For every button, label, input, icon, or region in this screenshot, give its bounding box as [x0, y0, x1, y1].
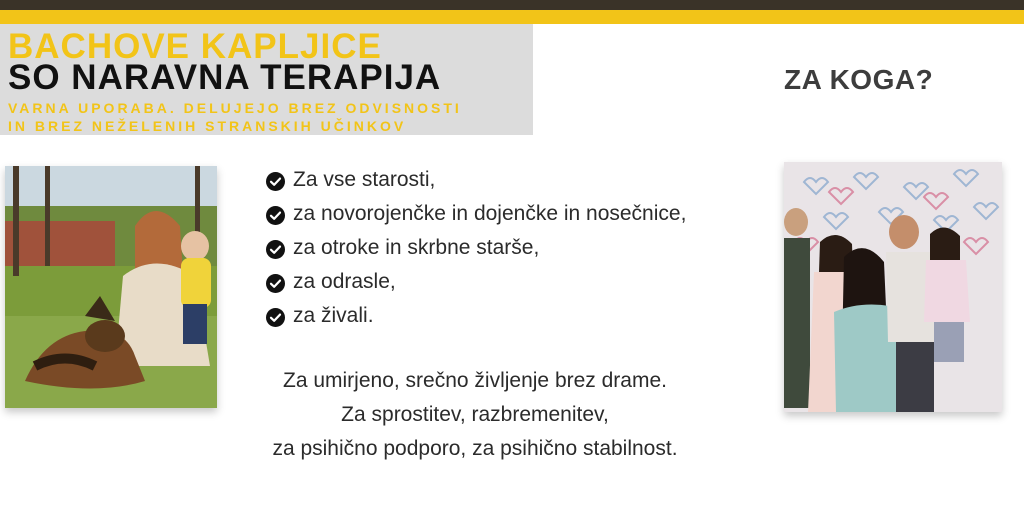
side-heading: ZA KOGA? — [784, 64, 934, 95]
subtitle-line-2: IN BREZ NEŽELENIH STRANSKIH UČINKOV — [8, 118, 407, 134]
check-circle-icon — [266, 172, 285, 191]
closing-line-1: Za umirjeno, srečno življenje brez drame. — [283, 369, 667, 392]
subtitle — [8, 99, 462, 135]
closing-text — [240, 364, 710, 466]
check-circle-icon — [266, 240, 285, 259]
closing-line-3: za psihično podporo, za psihično stabilnost. — [272, 437, 678, 460]
photo-family — [784, 162, 1002, 412]
top-yellow-bar — [0, 10, 1024, 24]
title-line-1: BACHOVE KAPLJICE — [8, 27, 382, 66]
list-item-text: Za vse starosti, — [293, 168, 436, 191]
check-circle-icon — [266, 206, 285, 225]
closing-line-2: Za sprostitev, razbremenitev, — [341, 403, 609, 426]
list-item-text: za novorojenčke in dojenčke in nosečnice, — [293, 202, 687, 225]
check-circle-icon — [266, 274, 285, 293]
list-item — [266, 231, 686, 265]
top-dark-bar — [0, 0, 1024, 10]
list-item-text: za otroke in skrbne starše, — [293, 236, 540, 259]
title-line-2: SO NARAVNA TERAPIJA — [8, 58, 442, 97]
list-item-text: za odrasle, — [293, 270, 396, 293]
check-circle-icon — [266, 308, 285, 327]
photo-woman-child-dog — [5, 166, 217, 408]
list-item — [266, 299, 686, 333]
subtitle-line-1: VARNA UPORABA. DELUJEJO BREZ ODVISNOSTI — [8, 100, 462, 116]
checklist — [266, 163, 686, 333]
list-item — [266, 265, 686, 299]
list-item — [266, 163, 686, 197]
list-item-text: za živali. — [293, 304, 374, 327]
list-item — [266, 197, 686, 231]
